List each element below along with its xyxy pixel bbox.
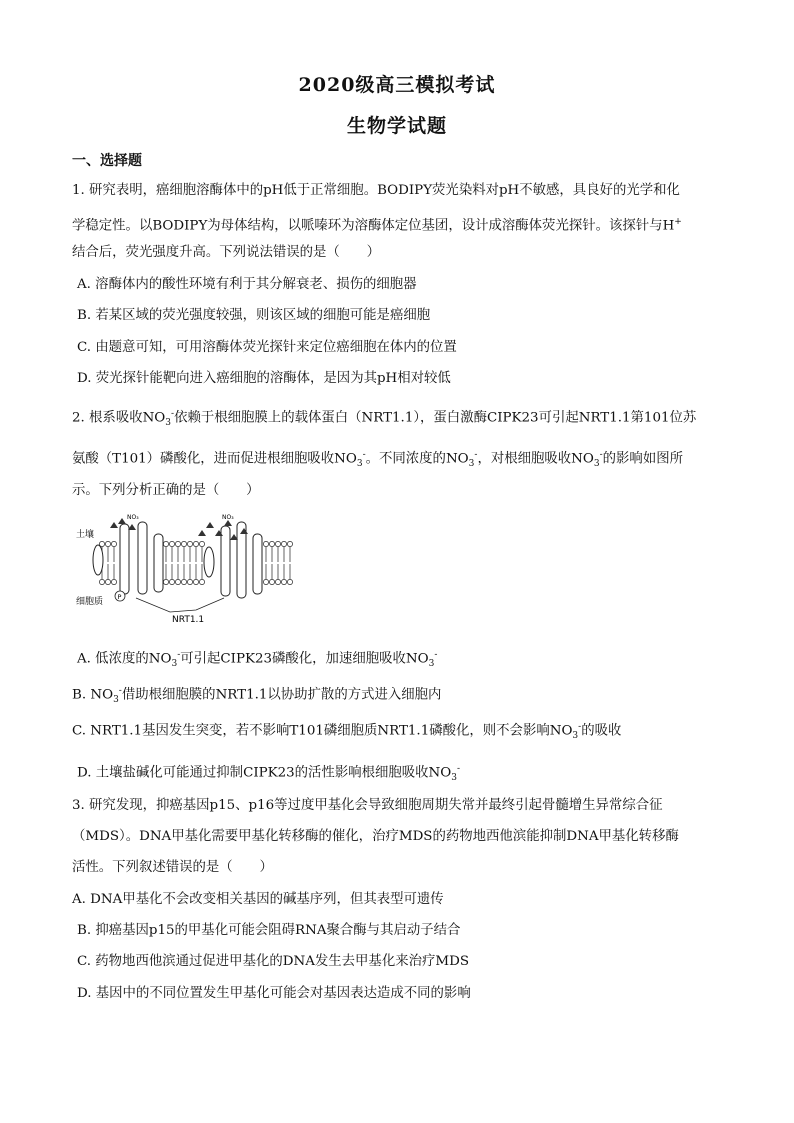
nrt-pointer-lines (136, 598, 224, 612)
q2-text: D. 土壤盐碱化可能通过抑制CIPK23的活性影响根细胞吸收NO (77, 765, 452, 781)
sub: 3 (572, 731, 579, 742)
q2-text: 可引起CIPK23磷酸化，加速细胞吸收NO (180, 651, 429, 667)
sub: 3 (113, 695, 119, 706)
lipid-head (275, 541, 280, 546)
lipid-head (287, 541, 292, 546)
lipid-head (275, 579, 280, 584)
sub: 3 (593, 459, 600, 470)
lipid-head (169, 541, 174, 546)
lipid-head (187, 579, 192, 584)
lipid-head (193, 579, 198, 584)
lipid-head (105, 541, 110, 546)
sub: 3 (468, 459, 475, 470)
q3-option-c: C. 药物地西他滨通过促进甲基化的DNA发生去甲基化来治疗MDS (77, 954, 470, 969)
sup: - (474, 450, 478, 460)
lipid-head (287, 579, 292, 584)
q2-text: 的影响如图所 (602, 451, 683, 467)
lipid-head (163, 579, 168, 584)
q1-option-d: D. 荧光探针能靶向进入癌细胞的溶酶体，是因为其pH相对较低 (77, 371, 451, 386)
sup: - (457, 764, 461, 774)
sup: - (578, 722, 582, 732)
lipid-head (181, 579, 186, 584)
nrt1-1-membrane-diagram (74, 512, 294, 624)
q2-text: 氨酸（T101）磷酸化，进而促进根细胞吸收NO (72, 451, 357, 467)
q2-text: C. NRT1.1基因发生突变，若不影响T101磷细胞质NRT1.1磷酸化，则不会影响NO (72, 723, 573, 739)
lipid-head (263, 541, 268, 546)
q2-text: 依赖于根细胞膜上的载体蛋白（NRT1.1），蛋白激酶CIPK23可引起NRT1.1第101位苏 (174, 410, 697, 426)
sup: - (599, 450, 603, 460)
lipid-head (175, 579, 180, 584)
q2-option-d (77, 760, 460, 787)
lipid-head (111, 541, 116, 546)
q2-option-a (77, 646, 437, 673)
lipid-head (199, 541, 204, 546)
lipid-head (187, 541, 192, 546)
exam-subtitle: 生物学试题 (346, 115, 447, 137)
lipid-head (181, 541, 186, 546)
q1-option-b: B. 若某区域的荧光强度较强，则该区域的细胞可能是癌细胞 (77, 308, 431, 323)
sub: 3 (356, 459, 363, 470)
q2-text: 2. 根系吸收NO (72, 410, 166, 426)
nrt-label: NRT1.1 (172, 615, 205, 624)
lipid-head (269, 579, 274, 584)
sup: - (177, 650, 181, 660)
lipid-head (263, 579, 268, 584)
q3-line-1: 3. 研究发现，抑癌基因p15、p16等过度甲基化会导致细胞周期失常并最终引起骨髓增生异常综合征 (72, 798, 663, 813)
q2-option-c (72, 718, 621, 745)
q3-option-b: B. 抑癌基因p15的甲基化可能会阻碍RNA聚合酶与其启动子结合 (77, 923, 461, 938)
sub: 3 (165, 418, 172, 429)
q2-text: 借助根细胞膜的NRT1.1以协助扩散的方式进入细胞内 (121, 687, 442, 703)
q2-text: 。不同浓度的NO (365, 451, 469, 467)
lipid-head (111, 579, 116, 584)
q2-line-3: 示。下列分析正确的是（ ） (72, 483, 260, 498)
lipid-head (193, 541, 198, 546)
sub: 3 (451, 773, 457, 784)
q1-line-1: 1. 研究表明，癌细胞溶酶体中的pH低于正常细胞。BODIPY荧光染料对pH不敏感，具良好的光学和化 (72, 183, 680, 198)
sub: 3 (428, 659, 435, 670)
q1-option-a: A. 溶酶体内的酸性环境有利于其分解衰老、损伤的细胞器 (77, 277, 417, 292)
q3-line-2: （MDS）。DNA甲基化需要甲基化转移酶的催化，治疗MDS的药物地西他滨能抑制DNA甲基化转移酶 (72, 829, 679, 844)
lipid-head (169, 579, 174, 584)
h-plus-sup: + (674, 217, 682, 227)
q2-line-1 (72, 405, 696, 432)
lipid-head (163, 541, 168, 546)
soil-label: 土壤 (76, 530, 95, 540)
lipid-head (199, 579, 204, 584)
cytoplasm-label: 细胞质 (76, 597, 104, 607)
sup: - (362, 450, 366, 460)
lipid-head (269, 541, 274, 546)
q2-text: B. NO (72, 687, 114, 703)
no3-label-1: NO₃ (127, 514, 139, 521)
q1-line-2 (72, 213, 682, 235)
q3-line-3: 活性。下列叙述错误的是（ ） (72, 860, 273, 875)
sub: 3 (171, 659, 178, 670)
no3-label-2: NO₃ (222, 514, 234, 521)
q1-option-c: C. 由题意可知，可用溶酶体荧光探针来定位癌细胞在体内的位置 (77, 340, 457, 355)
exam-title: 2020级高三模拟考试 (298, 74, 496, 96)
q2-option-b (72, 682, 441, 709)
q2-text: A. 低浓度的NO (77, 651, 172, 667)
lipid-head (175, 541, 180, 546)
lipid-head (281, 541, 286, 546)
sup: - (171, 409, 175, 419)
sup: - (118, 686, 122, 696)
section-heading: 一、选择题 (72, 153, 142, 169)
lipid-head (105, 579, 110, 584)
q1-line-2-text: 学稳定性。以BODIPY为母体结构，以哌嗪环为溶酶体定位基团，设计成溶酶体荧光探针。该探针与H (72, 218, 675, 234)
q2-text: ，对根细胞吸收NO (477, 451, 594, 467)
lipid-head (99, 579, 104, 584)
lipid-head (281, 579, 286, 584)
q3-option-d: D. 基因中的不同位置发生甲基化可能会对基因表达造成不同的影响 (77, 986, 471, 1001)
q2-text: 的吸收 (581, 723, 622, 739)
q1-line-3: 结合后，荧光强度升高。下列说法错误的是（ ） (72, 245, 380, 260)
sup: - (434, 650, 438, 660)
q3-option-a: A. DNA甲基化不会改变相关基因的碱基序列，但其表型可遗传 (72, 892, 444, 907)
phosphate-label: P (117, 593, 122, 601)
q2-line-2 (72, 446, 683, 473)
